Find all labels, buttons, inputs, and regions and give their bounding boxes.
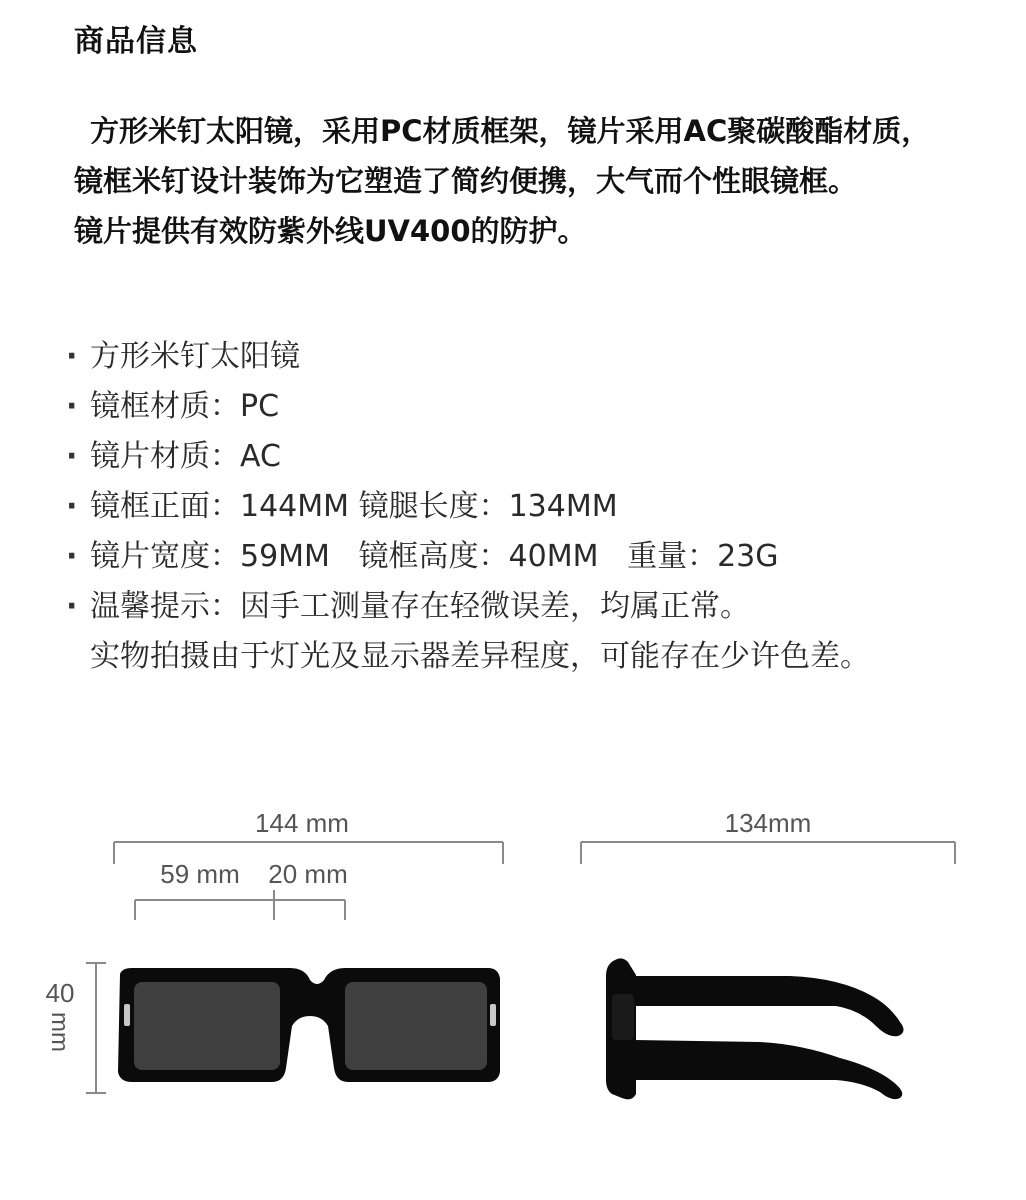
lens-width-label: 59 mm — [160, 859, 240, 889]
temple-length-line — [581, 842, 955, 864]
dimension-diagram-svg — [0, 780, 1026, 1120]
upper-temple-arm — [634, 976, 904, 1036]
bullet-icon: · — [66, 489, 78, 524]
spec-text: 镜片材质：AC — [90, 439, 281, 474]
sunglasses-side-view — [606, 958, 904, 1099]
bullet-icon: · — [66, 439, 78, 474]
product-description — [74, 106, 974, 256]
front-width-dimension — [114, 808, 503, 864]
spec-list — [66, 332, 986, 682]
spec-item — [66, 582, 986, 632]
spec-text: 温馨提示：因手工测量存在轻微误差，均属正常。 — [90, 589, 750, 624]
bullet-icon: · — [66, 339, 78, 374]
right-lens — [345, 982, 487, 1070]
sunglasses-front-view — [118, 968, 500, 1082]
description-line: 镜框米钉设计装饰为它塑造了简约便携，大气而个性眼镜框。 — [74, 164, 858, 198]
spec-text: 镜片宽度：59MM 镜框高度：40MM 重量：23G — [90, 539, 779, 574]
spec-item — [66, 332, 986, 382]
bullet-icon: · — [66, 389, 78, 424]
description-line: 方形米钉太阳镜，采用PC材质框架，镜片采用AC聚碳酸酯材质， — [90, 114, 931, 148]
spec-item — [66, 382, 986, 432]
spec-text: 方形米钉太阳镜 — [90, 339, 300, 374]
spec-text: 镜框材质：PC — [90, 389, 280, 424]
spec-note-continuation: 实物拍摄由于灯光及显示器差异程度，可能存在少许色差。 — [90, 639, 870, 674]
height-dimension — [46, 963, 106, 1093]
height-line — [86, 963, 106, 1093]
left-lens — [134, 982, 280, 1070]
spec-item — [66, 482, 986, 532]
lower-temple-arm — [634, 1040, 902, 1099]
description-line: 镜片提供有效防紫外线UV400的防护。 — [74, 214, 587, 248]
bullet-icon: · — [66, 589, 78, 624]
spec-item — [66, 432, 986, 482]
right-hinge-stud — [490, 1004, 496, 1026]
dimension-diagram — [0, 780, 1026, 1120]
temple-length-dimension — [581, 808, 955, 864]
lens-bridge-dimension — [135, 859, 348, 920]
spec-text: 镜框正面：144MM 镜腿长度：134MM — [90, 489, 618, 524]
height-unit-label: mm — [46, 1012, 73, 1052]
left-hinge-stud — [124, 1004, 130, 1026]
spec-item — [66, 532, 986, 582]
side-hinge — [612, 994, 634, 1040]
front-width-label: 144 mm — [255, 808, 349, 838]
section-title: 商品信息 — [74, 24, 198, 59]
temple-length-label: 134mm — [724, 808, 812, 838]
bridge-width-label: 20 mm — [268, 859, 348, 889]
height-value-label: 40 — [45, 978, 75, 1008]
lens-bridge-line — [135, 890, 345, 920]
bullet-icon: · — [66, 539, 78, 574]
